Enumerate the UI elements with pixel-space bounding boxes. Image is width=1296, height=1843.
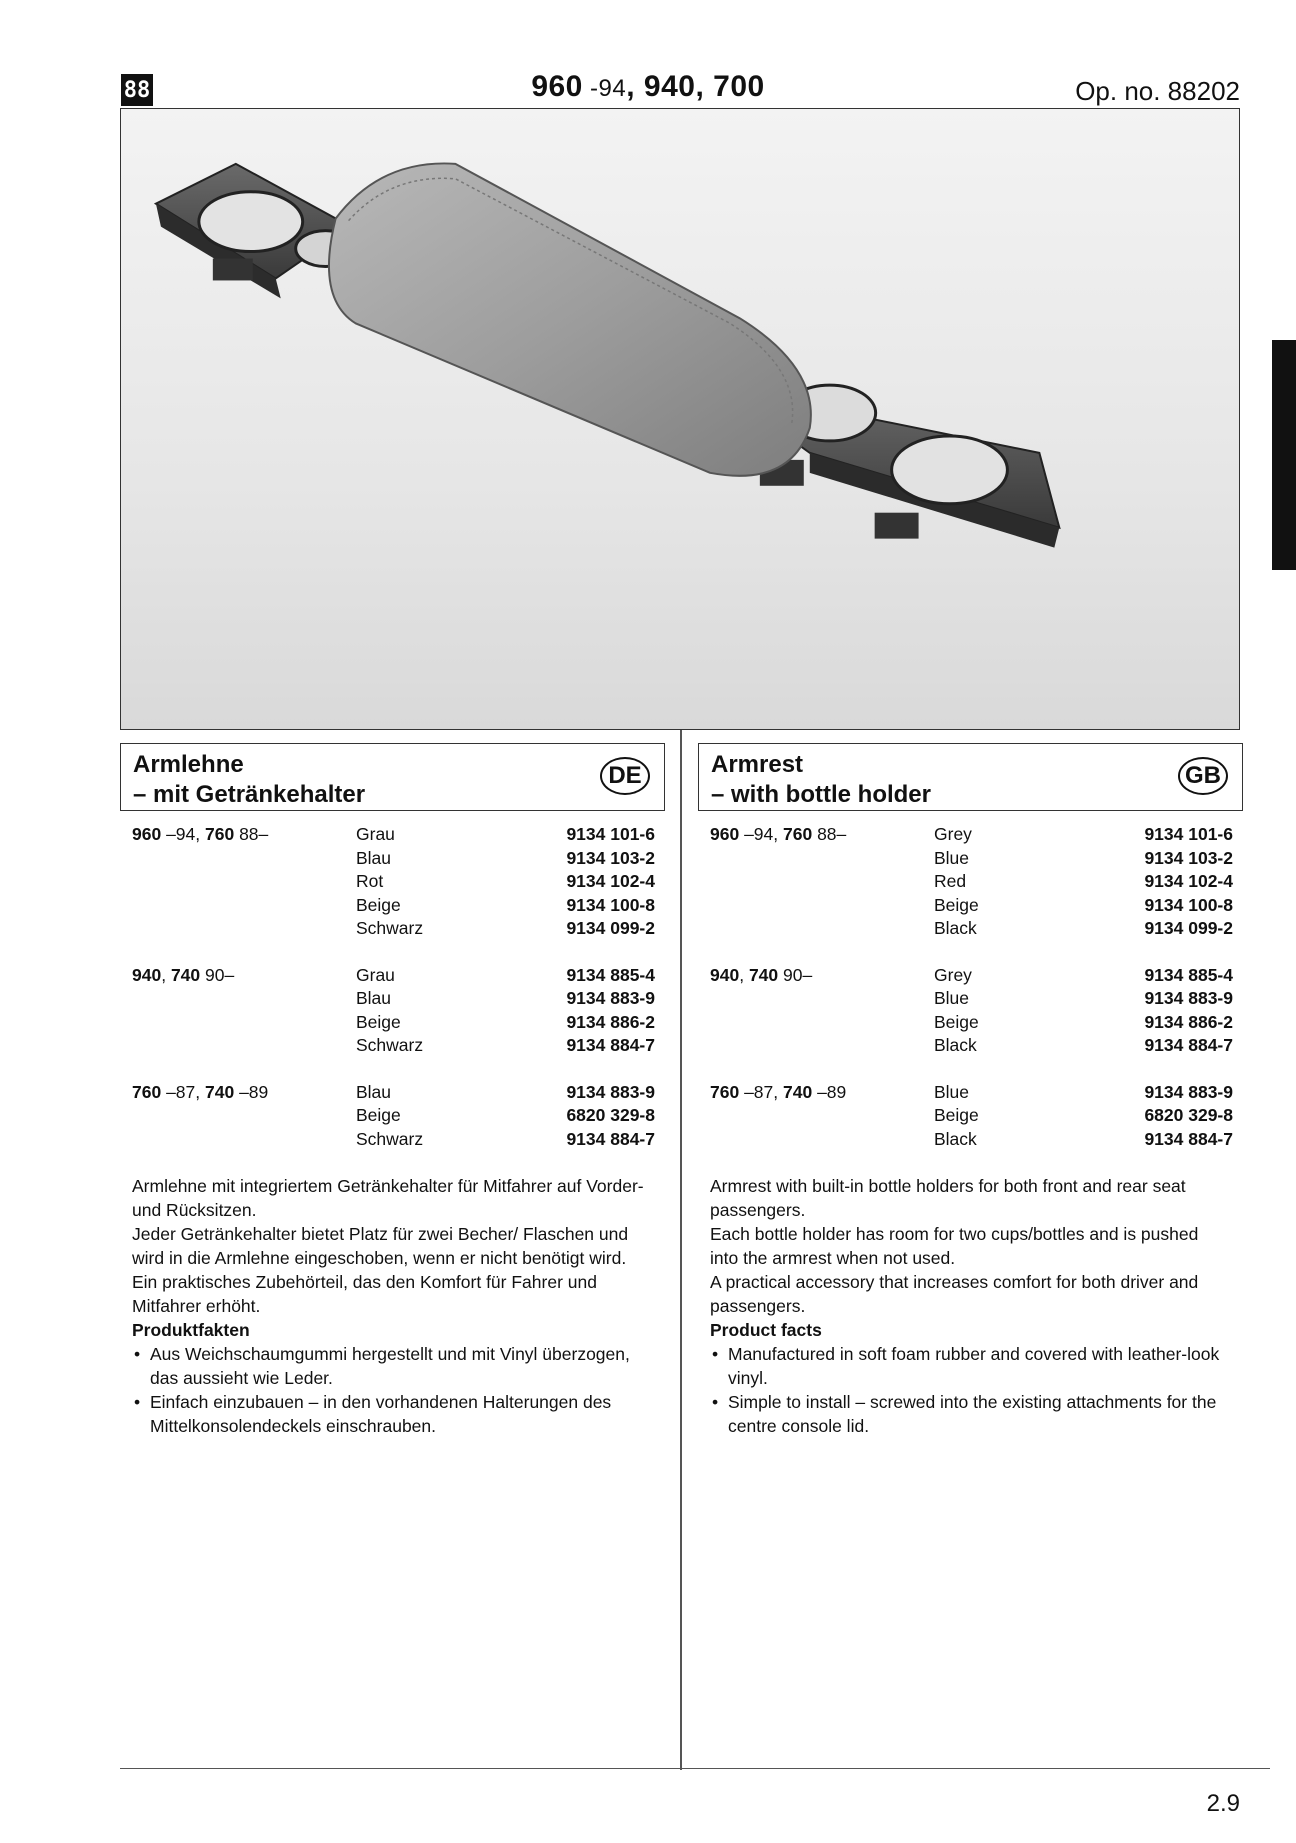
part-number: 9134 883-9 — [1144, 1081, 1233, 1102]
column-gb — [698, 743, 1243, 1438]
part-number: 6820 329-8 — [1144, 1105, 1233, 1125]
parts-list-gb — [698, 823, 1243, 1151]
part-number: 9134 103-2 — [566, 847, 655, 868]
color: Beige — [934, 1011, 979, 1032]
part-number: 9134 884-7 — [1144, 1128, 1233, 1149]
model-group — [698, 964, 1243, 1058]
list-item: • Simple to install – screwed into the existing attachments for the centre console lid. — [710, 1390, 1231, 1438]
list-item: • Aus Weichschaumgummi hergestellt und mit Vinyl überzogen, das aussieht wie Leder. — [132, 1342, 653, 1390]
table-row — [120, 870, 665, 894]
part-number: 6820 329-8 — [566, 1105, 655, 1125]
part-number: 9134 884-7 — [1144, 1035, 1233, 1055]
color: Red — [934, 871, 967, 891]
color: Black — [934, 1128, 977, 1149]
part-number: 9134 885-4 — [566, 964, 655, 985]
part-number: 9134 886-2 — [1144, 1011, 1233, 1032]
color: Schwarz — [356, 1035, 424, 1055]
model-range: 760 –87, 740 –89 — [132, 1081, 269, 1102]
model-group — [120, 964, 665, 1058]
table-row — [698, 1034, 1243, 1058]
model-group — [120, 1081, 665, 1152]
lang-badge-de: DE — [600, 757, 650, 795]
table-row — [698, 870, 1243, 894]
column-divider — [680, 730, 682, 1770]
models-title-part2: -94 — [582, 75, 627, 102]
part-number: 9134 102-4 — [1144, 871, 1233, 891]
footer-rule — [120, 1768, 1270, 1769]
table-row — [120, 964, 665, 988]
table-row — [698, 847, 1243, 871]
list-item: • Manufactured in soft foam rubber and covered with leather-look vinyl. — [710, 1342, 1231, 1390]
subtitle-gb: – with bottle holder — [711, 781, 931, 808]
armrest-illustration — [121, 109, 1239, 729]
table-row — [698, 894, 1243, 918]
description-gb — [698, 1174, 1243, 1438]
part-number: 9134 101-6 — [566, 824, 655, 844]
part-number: 9134 100-8 — [1144, 894, 1233, 915]
parts-list-de — [120, 823, 665, 1151]
table-row — [698, 1081, 1243, 1105]
table-row — [120, 987, 665, 1011]
table-row — [698, 964, 1243, 988]
part-number: 9134 099-2 — [1144, 918, 1233, 938]
color: Blue — [934, 1081, 970, 1102]
color: Beige — [356, 1011, 401, 1032]
facts-title-de: Produktfakten — [132, 1320, 250, 1340]
page-badge: 88 — [121, 74, 153, 106]
part-number: 9134 886-2 — [566, 1011, 655, 1032]
part-number: 9134 103-2 — [1144, 847, 1233, 868]
color: Black — [934, 1035, 977, 1055]
models-title-part1: 960 — [531, 70, 583, 103]
title-gb: Armrest — [711, 751, 804, 778]
color: Grau — [356, 824, 395, 844]
product-photo — [120, 108, 1240, 730]
facts-title-gb: Product facts — [710, 1320, 822, 1340]
lang-badge-gb: GB — [1178, 757, 1228, 795]
list-item: • Einfach einzubauen – in den vorhandenen Halterungen des Mittelkonsolendeckels einschrauben. — [132, 1390, 653, 1438]
table-row — [698, 1011, 1243, 1035]
table-row — [120, 847, 665, 871]
part-number: 9134 883-9 — [566, 1081, 655, 1102]
color: Black — [934, 918, 977, 938]
model-group — [120, 823, 665, 941]
part-number: 9134 883-9 — [566, 988, 655, 1008]
model-range: 940, 740 90– — [132, 964, 235, 985]
model-range: 940, 740 90– — [710, 964, 813, 985]
subtitle-de: – mit Getränkehalter — [133, 781, 366, 808]
part-number: 9134 884-7 — [566, 1128, 655, 1149]
color: Blau — [356, 1081, 392, 1102]
table-row — [698, 823, 1243, 847]
color: Beige — [934, 894, 979, 915]
description-paragraph: Jeder Getränkehalter bietet Platz für zwei Becher/ Flaschen und wird in die Armlehne eingeschoben, wenn er nicht benötigt wird. — [132, 1224, 629, 1268]
color: Blau — [356, 847, 392, 868]
color: Grey — [934, 824, 972, 844]
table-row — [698, 987, 1243, 1011]
facts-list-gb — [710, 1342, 1231, 1438]
model-group — [698, 1081, 1243, 1152]
part-number: 9134 884-7 — [566, 1035, 655, 1055]
description-paragraph: Armrest with built-in bottle holders for both front and rear seat passengers. — [710, 1176, 1186, 1220]
models-title-part3: , 940, 700 — [626, 70, 765, 103]
color: Grey — [934, 964, 972, 985]
heading-de — [120, 743, 665, 811]
description-paragraph: Ein praktisches Zubehörteil, das den Komfort für Fahrer und Mitfahrer erhöht. — [132, 1272, 597, 1316]
table-row — [698, 917, 1243, 941]
color: Grau — [356, 964, 395, 985]
table-row — [120, 1128, 665, 1152]
table-row — [120, 1104, 665, 1128]
table-row — [120, 823, 665, 847]
model-group — [698, 823, 1243, 941]
color: Beige — [356, 894, 401, 915]
part-number: 9134 101-6 — [1144, 824, 1233, 844]
color: Rot — [356, 871, 384, 891]
color: Schwarz — [356, 1128, 424, 1149]
page-number: 2.9 — [1206, 1790, 1240, 1817]
facts-list-de — [132, 1342, 653, 1438]
table-row — [120, 1011, 665, 1035]
table-row — [698, 1104, 1243, 1128]
model-range: 960 –94, 760 88– — [710, 824, 847, 844]
table-row — [120, 917, 665, 941]
section-tab — [1272, 340, 1296, 570]
part-number: 9134 102-4 — [566, 871, 655, 891]
part-number: 9134 100-8 — [566, 894, 655, 915]
table-row — [698, 1128, 1243, 1152]
heading-gb — [698, 743, 1243, 811]
operation-number: Op. no. 88202 — [1075, 76, 1240, 106]
color: Blue — [934, 847, 970, 868]
table-row — [120, 1081, 665, 1105]
column-de — [120, 743, 665, 1438]
model-range: 960 –94, 760 88– — [132, 824, 269, 844]
title-de: Armlehne — [133, 751, 244, 778]
part-number: 9134 883-9 — [1144, 988, 1233, 1008]
part-number: 9134 099-2 — [566, 918, 655, 938]
description-de — [120, 1174, 665, 1438]
color: Blue — [934, 988, 970, 1008]
color: Blau — [356, 988, 392, 1008]
color: Schwarz — [356, 918, 424, 938]
description-paragraph: Each bottle holder has room for two cups/bottles and is pushed into the armrest when not used. — [710, 1224, 1199, 1268]
description-paragraph: Armlehne mit integriertem Getränkehalter für Mitfahrer auf Vorder- und Rücksitzen. — [132, 1176, 644, 1220]
model-range: 760 –87, 740 –89 — [710, 1081, 847, 1102]
part-number: 9134 885-4 — [1144, 964, 1233, 985]
color: Beige — [356, 1105, 401, 1125]
table-row — [120, 894, 665, 918]
description-paragraph: A practical accessory that increases comfort for both driver and passengers. — [710, 1272, 1199, 1316]
color: Beige — [934, 1105, 979, 1125]
table-row — [120, 1034, 665, 1058]
